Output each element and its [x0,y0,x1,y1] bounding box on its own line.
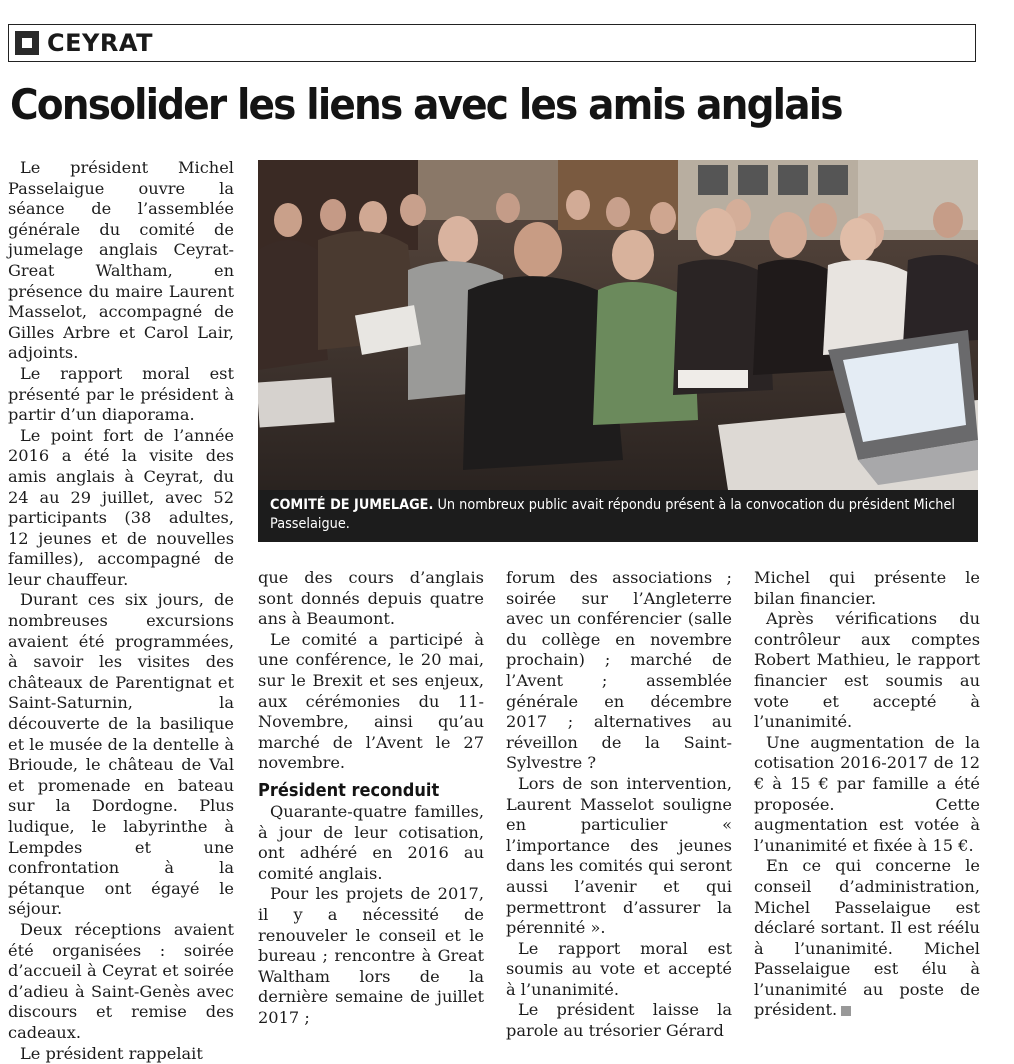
paragraph: Le rapport moral est présenté par le président à partir d’un diaporama. [8,363,234,425]
photo-caption [258,490,978,542]
article-end-mark-icon [841,1006,851,1016]
paragraph [754,856,980,1021]
paragraph: Pour les projets de 2017, il y a nécessité de renouveler le conseil et le bureau ; rencontre à Great Waltham lors de la dernière semaine de juillet 2017 ; [258,884,484,1027]
article-headline: Consolider les liens avec les amis anglais [10,80,842,129]
paragraph: Deux réceptions avaient été organisées : soirée d’accueil à Ceyrat et soirée d’adieu à Saint-Genès avec discours et remise des cadeaux. [8,919,234,1042]
paragraph: forum des associations ; soirée sur l’Angleterre avec un conférencier (salle du collège en novembre prochain) ; marché de l’Avent ; assemblée générale en décembre 2017 ; alternatives au réveillon de la Saint-Sylvestre ? [506,568,732,773]
section-header [8,24,976,62]
caption-label: COMITÉ DE JUMELAGE. [270,497,434,513]
paragraph: Michel qui présente le bilan financier. [754,568,980,608]
article-photo [258,160,978,490]
paragraph: Après vérifications du contrôleur aux comptes Robert Mathieu, le rapport financier est soumis au vote et accepté à l’unanimité. [754,609,980,732]
paragraph: Le président rappelait [20,1043,203,1063]
article-column-4 [754,568,980,1021]
paragraph: Lors de son intervention, Laurent Masselot souligne en particulier « l’importance des jeunes dans les comités qui seront aussi l’avenir et qui permettront d’assurer la pérennité ». [506,773,732,938]
paragraph: Quarante-quatre familles, à jour de leur cotisation, ont adhéré en 2016 au comité anglais. [258,801,484,883]
article-column-2 [258,568,484,1028]
paragraph: Le point fort de l’année 2016 a été la visite des amis anglais à Ceyrat, du 24 au 29 juillet, avec 52 participants (38 adultes, 12 jeunes et de nouvelles familles), accompagné de leur chauffeur. [8,425,234,589]
article-column-3 [506,568,732,1042]
paragraph: Une augmentation de la cotisation 2016-2017 de 12 € à 15 € par famille a été proposée. Cette augmentation est votée à l’unanimité et fixée à 15 €. [754,732,980,855]
paragraph: Le président Michel Passelaigue ouvre la séance de l’assemblée générale du comité de jumelage anglais Ceyrat-Great Waltham, en présence du maire Laurent Masselot, accompagné de Gilles Arbre et Carol Lair, adjoints. [8,158,234,363]
article-column-1 [8,158,234,1064]
paragraph: que des cours d’anglais sont donnés depuis quatre ans à Beaumont. [258,568,484,629]
paragraph: Le rapport moral est soumis au vote et accepté à l’unanimité. [506,938,732,999]
audience-photo-illustration [258,160,978,490]
paragraph-text: En ce qui concerne le conseil d’administration, Michel Passelaigue est déclaré sortant. Il est réélu à l’unanimité. Michel Passelaigue est élu à l’unanimité au poste de président. [754,856,980,1020]
paragraph: Le président laisse la parole au trésorier Gérard [506,1000,732,1041]
caption-text: Un nombreux public avait répondu présent à la convocation du président Michel Passelaigue. [270,497,955,532]
section-town-name: CEYRAT [47,29,153,57]
subhead: Président reconduit [258,779,440,801]
paragraph: Le comité a participé à une conférence, le 20 mai, sur le Brexit et ses enjeux, aux cérémonies du 11-Novembre, ainsi qu’au marché de l’Avent le 27 novembre. [258,629,484,773]
paragraph: Durant ces six jours, de nombreuses excursions avaient été programmées, à savoir les visites des châteaux de Parentignat et Saint-Saturnin, la découverte de la basilique et le musée de la dentelle à Brioude, le château de Val et promenade en bateau sur la Dordogne. Plus ludique, le labyrinthe à Lempdes et une confrontation à la pétanque ont égayé le séjour. [8,590,234,919]
section-square-icon [15,31,39,55]
